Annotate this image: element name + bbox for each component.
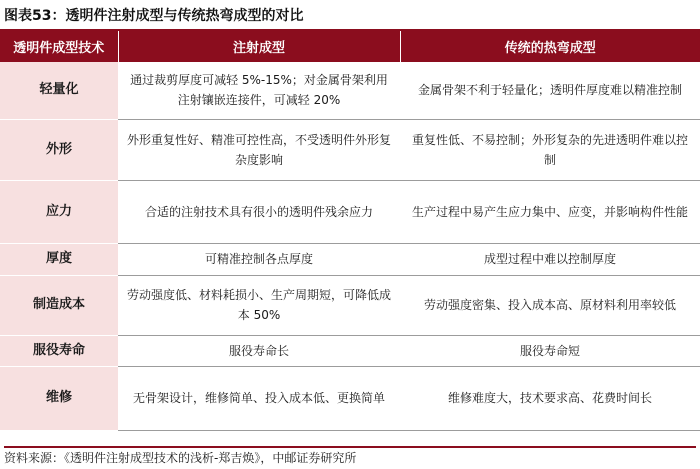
injection-cell: 可精准控制各点厚度: [118, 243, 400, 275]
table-row: [0, 243, 700, 275]
column-header: 注射成型: [118, 31, 400, 62]
bending-cell: 金属骨架不利于轻量化；透明件厚度难以精准控制: [400, 62, 700, 119]
row-label: 制造成本: [0, 275, 118, 335]
table-header-row: [0, 31, 700, 62]
injection-cell: 合适的注射技术具有很小的透明件残余应力: [118, 180, 400, 243]
row-label: 轻量化: [0, 62, 118, 119]
figure-title: 图表53：透明件注射成型与传统热弯成型的对比: [4, 8, 304, 24]
bending-cell: 重复性低、不易控制；外形复杂的先进透明件难以控制: [400, 119, 700, 180]
comparison-table: [0, 31, 700, 431]
injection-cell: 通过裁剪厚度可减轻 5%-15%；对金属骨架利用注射镶嵌连接件，可减轻 20%: [118, 62, 400, 119]
injection-cell: 服役寿命长: [118, 335, 400, 366]
bending-cell: 成型过程中难以控制厚度: [400, 243, 700, 275]
row-label: 外形: [0, 119, 118, 180]
row-label: 服役寿命: [0, 335, 118, 366]
injection-cell: 外形重复性好、精准可控性高，不受透明件外形复杂度影响: [118, 119, 400, 180]
row-label: 应力: [0, 180, 118, 243]
table-row: [0, 119, 700, 180]
row-label: 维修: [0, 366, 118, 430]
column-header: 透明件成型技术: [0, 31, 118, 62]
table-row: [0, 180, 700, 243]
table-row: [0, 62, 700, 119]
bending-cell: 劳动强度密集、投入成本高、原材料利用率较低: [400, 275, 700, 335]
table-row: [0, 335, 700, 366]
bending-cell: 维修难度大，技术要求高、花费时间长: [400, 366, 700, 430]
column-header: 传统的热弯成型: [400, 31, 700, 62]
table-row: [0, 366, 700, 430]
source-note: 资料来源：《透明件注射成型技术的浅析-郑吉焕》，中邮证券研究所: [4, 446, 696, 468]
injection-cell: 无骨架设计，维修简单、投入成本低、更换简单: [118, 366, 400, 430]
table-row: [0, 275, 700, 335]
row-label: 厚度: [0, 243, 118, 275]
bending-cell: 生产过程中易产生应力集中、应变，并影响构件性能: [400, 180, 700, 243]
injection-cell: 劳动强度低、材料耗损小、生产周期短，可降低成本 50%: [118, 275, 400, 335]
bending-cell: 服役寿命短: [400, 335, 700, 366]
